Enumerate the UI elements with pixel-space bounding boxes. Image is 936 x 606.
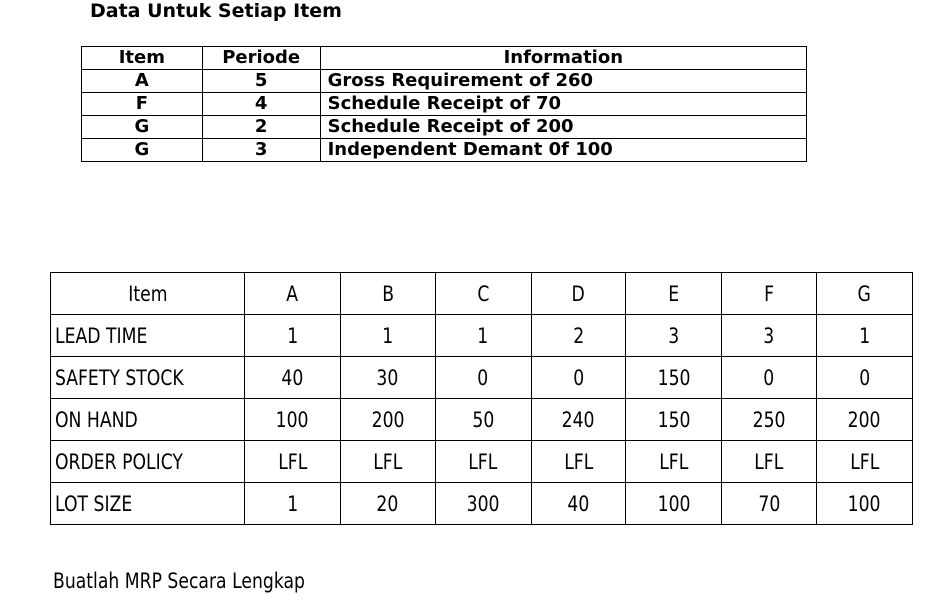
table-cell: 250: [722, 399, 817, 441]
row-label: LOT SIZE: [51, 483, 245, 525]
row-label: SAFETY STOCK: [51, 357, 245, 399]
table-cell: LFL: [817, 441, 913, 483]
table-row: [82, 70, 807, 93]
table-cell: 100: [626, 483, 722, 525]
table-row: [51, 399, 913, 441]
table-cell: LFL: [435, 441, 531, 483]
cell-information: Gross Requirement of 260: [320, 70, 806, 93]
table-cell: 240: [531, 399, 626, 441]
instruction-text: Buatlah MRP Secara Lengkap: [53, 569, 305, 593]
cell-item: G: [82, 139, 203, 162]
table-cell: 3: [626, 315, 722, 357]
table-cell: 50: [435, 399, 531, 441]
table-cell: 2: [531, 315, 626, 357]
table-cell: LFL: [626, 441, 722, 483]
table-cell: 1: [435, 315, 531, 357]
header-periode: Periode: [202, 47, 320, 70]
row-label: LEAD TIME: [51, 315, 245, 357]
table-cell: 1: [340, 315, 435, 357]
cell-item: F: [82, 93, 203, 116]
table-cell: LFL: [340, 441, 435, 483]
cell-periode: 5: [202, 70, 320, 93]
table-cell: 40: [531, 483, 626, 525]
table-cell: 1: [817, 315, 913, 357]
row-label: ON HAND: [51, 399, 245, 441]
table-cell: 200: [340, 399, 435, 441]
table-cell: 1: [244, 315, 340, 357]
cell-periode: 4: [202, 93, 320, 116]
cell-item: G: [82, 116, 203, 139]
header-item-g: G: [817, 273, 913, 315]
table-row: [51, 483, 913, 525]
table-row: [51, 315, 913, 357]
table-cell: 20: [340, 483, 435, 525]
table-header-row: [51, 273, 913, 315]
table-cell: LFL: [244, 441, 340, 483]
table-row: [82, 116, 807, 139]
header-item: Item: [51, 273, 245, 315]
table-cell: 100: [244, 399, 340, 441]
page-title: Data Untuk Setiap Item: [90, 0, 342, 22]
table-cell: 70: [722, 483, 817, 525]
table-cell: 1: [244, 483, 340, 525]
header-item-a: A: [244, 273, 340, 315]
cell-periode: 2: [202, 116, 320, 139]
table-row: [82, 139, 807, 162]
table-cell: LFL: [722, 441, 817, 483]
table-row: [51, 357, 913, 399]
mrp-parameter-table: [50, 272, 913, 525]
table-row: [51, 441, 913, 483]
table-cell: 150: [626, 357, 722, 399]
cell-information: Schedule Receipt of 70: [320, 93, 806, 116]
table-cell: 0: [817, 357, 913, 399]
cell-item: A: [82, 70, 203, 93]
table-cell: 100: [817, 483, 913, 525]
table-header-row: [82, 47, 807, 70]
cell-information: Independent Demant 0f 100: [320, 139, 806, 162]
table-cell: 3: [722, 315, 817, 357]
header-information: Information: [320, 47, 806, 70]
header-item-c: C: [435, 273, 531, 315]
table-row: [82, 93, 807, 116]
item-info-table: [81, 46, 807, 162]
table-cell: 30: [340, 357, 435, 399]
row-label: ORDER POLICY: [51, 441, 245, 483]
header-item-d: D: [531, 273, 626, 315]
table-cell: 40: [244, 357, 340, 399]
table-cell: 200: [817, 399, 913, 441]
cell-periode: 3: [202, 139, 320, 162]
table-cell: 300: [435, 483, 531, 525]
table-cell: 0: [531, 357, 626, 399]
header-item-b: B: [340, 273, 435, 315]
table-cell: 0: [722, 357, 817, 399]
header-item-e: E: [626, 273, 722, 315]
table-cell: 0: [435, 357, 531, 399]
table-cell: 150: [626, 399, 722, 441]
header-item-f: F: [722, 273, 817, 315]
cell-information: Schedule Receipt of 200: [320, 116, 806, 139]
table-cell: LFL: [531, 441, 626, 483]
header-item: Item: [82, 47, 203, 70]
